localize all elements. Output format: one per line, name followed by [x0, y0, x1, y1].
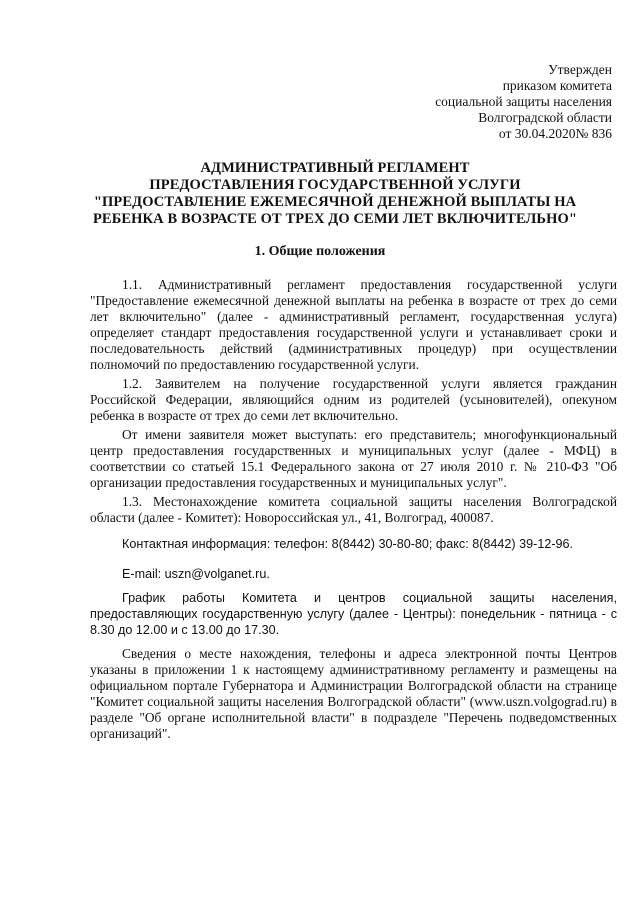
paragraph-schedule: График работы Комитета и центров социальной защиты населения, предоставляющих государственную услугу (далее - Центры): понедельник - пятница - с 8.30 до 12.00 и с 13.00 до 17.30.: [90, 591, 617, 637]
title-line: "ПРЕДОСТАВЛЕНИЕ ЕЖЕМЕСЯЧНОЙ ДЕНЕЖНОЙ ВЫПЛАТЫ НА: [93, 194, 577, 210]
approval-stamp: [435, 62, 612, 142]
section-heading: 1. Общие положения: [254, 244, 386, 259]
approval-line: приказом комитета: [502, 78, 612, 93]
paragraph-1-3: 1.3. Местонахождение комитета социальной защиты населения Волгоградской области (далее - Комитет): Новороссийская ул., 41, Волгоград, 400087.: [90, 494, 617, 525]
paragraph-centers-info: Сведения о месте нахождения, телефоны и адреса электронной почты Центров указаны в приложении 1 к настоящему административному регламенту и размещены на официальном портале Губернатора и Администрации Волгоградской области на странице "Комитет социальной защиты населения Волгоградской области" (www.uszn.volgograd.ru) в разделе "Об органе исполнительной власти" в подразделе "Перечень подведомственных организаций".: [90, 646, 617, 741]
approval-line: Утвержден: [548, 62, 612, 77]
paragraph-contacts: Контактная информация: телефон: 8(8442) 30-80-80; факс: 8(8442) 39-12-96.: [122, 537, 574, 551]
paragraph-representative: От имени заявителя может выступать: его представитель; многофункциональный центр предоставления государственных и муниципальных услуг (далее - МФЦ) в соответствии со статьей 15.1 Федерального закона от 27 июля 2010 г. № 210-ФЗ "Об организации предоставления государственных и муниципальных услуг".: [90, 427, 617, 490]
title-line: ПРЕДОСТАВЛЕНИЯ ГОСУДАРСТВЕННОЙ УСЛУГИ: [149, 177, 521, 193]
approval-line: от 30.04.2020№ 836: [498, 126, 612, 141]
paragraph-email: E-mail: uszn@volganet.ru.: [122, 567, 270, 581]
approval-line: социальной защиты населения: [435, 94, 612, 109]
paragraph-1-2: 1.2. Заявителем на получение государственной услуги является гражданин Российской Федерации, являющийся одним из родителей (усыновителей), опекуном ребенка в возрасте от трех до семи лет включительно.: [90, 376, 617, 423]
document-body: [90, 277, 617, 742]
paragraph-1-1: 1.1. Административный регламент предоставления государственной услуги "Предоставление ежемесячной денежной выплаты на ребенка в возрасте от трех до семи лет включительно" (далее - административный регламент, государственная услуга) определяет стандарт предоставления государственной услуги и устанавливает сроки и последовательность действий (административных процедур) при осуществлении полномочий по предоставлению государственной услуги.: [90, 277, 617, 372]
title-line: АДМИНИСТРАТИВНЫЙ РЕГЛАМЕНТ: [200, 160, 470, 176]
title-line: РЕБЕНКА В ВОЗРАСТЕ ОТ ТРЕХ ДО СЕМИ ЛЕТ ВКЛЮЧИТЕЛЬНО": [92, 211, 578, 227]
document-title: [60, 160, 610, 228]
approval-line: Волгоградской области: [478, 110, 612, 125]
